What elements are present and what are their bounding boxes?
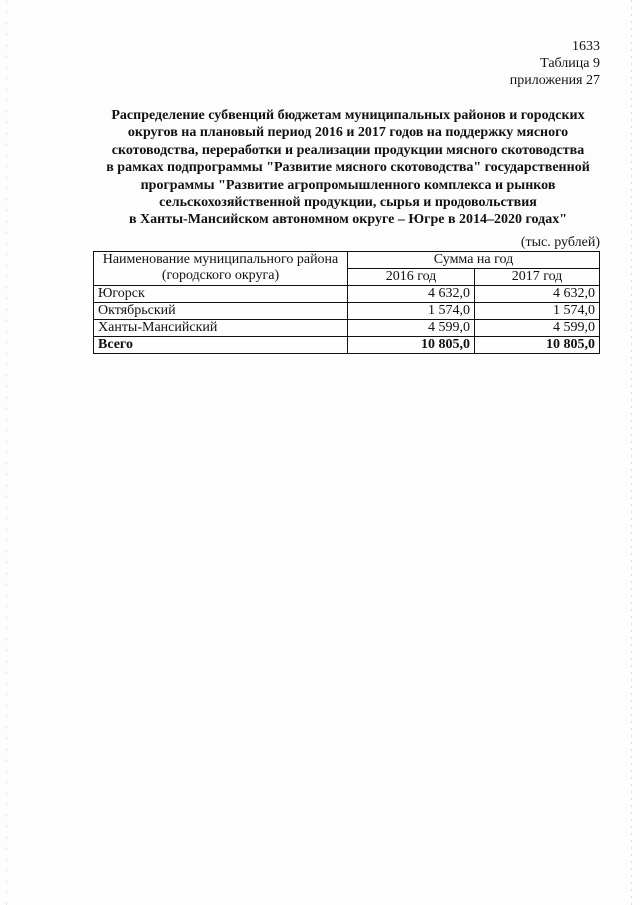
table-total-row — [94, 337, 600, 354]
page-header — [510, 38, 600, 89]
total-2016-cell: 10 805,0 — [348, 337, 475, 354]
table-label: Таблица 9 — [540, 56, 600, 71]
amount-2016-cell: 4 632,0 — [348, 286, 475, 303]
sum-column-header: Сумма на год — [348, 252, 600, 269]
title-line: программы "Развитие агропромышленного комплекса и рынков — [140, 177, 556, 193]
district-name-cell: Югорск — [94, 286, 348, 303]
name-header-line: (городского округа) — [161, 268, 280, 283]
scan-edge-right — [631, 0, 632, 905]
amount-2017-cell: 1 574,0 — [475, 303, 600, 320]
units-label: (тыс. рублей) — [520, 235, 600, 250]
subvention-table — [93, 251, 600, 354]
title-line: скотоводства, переработки и реализации продукции мясного скотоводства — [111, 142, 585, 158]
name-column-header — [94, 252, 348, 286]
title-line: в рамках подпрограммы "Развитие мясного скотоводства" государственной — [106, 160, 590, 176]
table-row — [94, 286, 600, 303]
amount-2017-cell: 4 632,0 — [475, 286, 600, 303]
total-label-cell: Всего — [94, 337, 348, 354]
scan-edge-left — [6, 0, 7, 905]
year-2017-header: 2017 год — [475, 269, 600, 286]
title-line: сельскохозяйственной продукции, сырья и продовольствия — [159, 195, 537, 211]
table-header-row — [94, 252, 600, 269]
amount-2016-cell: 1 574,0 — [348, 303, 475, 320]
year-2016-header: 2016 год — [348, 269, 475, 286]
title-line: в Ханты-Мансийском автономном округе – Югре в 2014–2020 годах" — [129, 212, 567, 228]
table-row — [94, 303, 600, 320]
district-name-cell: Ханты-Мансийский — [94, 320, 348, 337]
document-title — [92, 107, 604, 229]
table-row — [94, 320, 600, 337]
name-header-line: Наименование муниципального района — [102, 252, 339, 267]
amount-2017-cell: 4 599,0 — [475, 320, 600, 337]
amount-2016-cell: 4 599,0 — [348, 320, 475, 337]
district-name-cell: Октябрьский — [94, 303, 348, 320]
appendix-label: приложения 27 — [509, 73, 600, 88]
title-line: Распределение субвенций бюджетам муниципальных районов и городских — [111, 108, 585, 123]
total-2017-cell: 10 805,0 — [475, 337, 600, 354]
page-number: 1633 — [572, 39, 600, 54]
title-line: округов на плановый период 2016 и 2017 годов на поддержку мясного — [127, 125, 569, 141]
